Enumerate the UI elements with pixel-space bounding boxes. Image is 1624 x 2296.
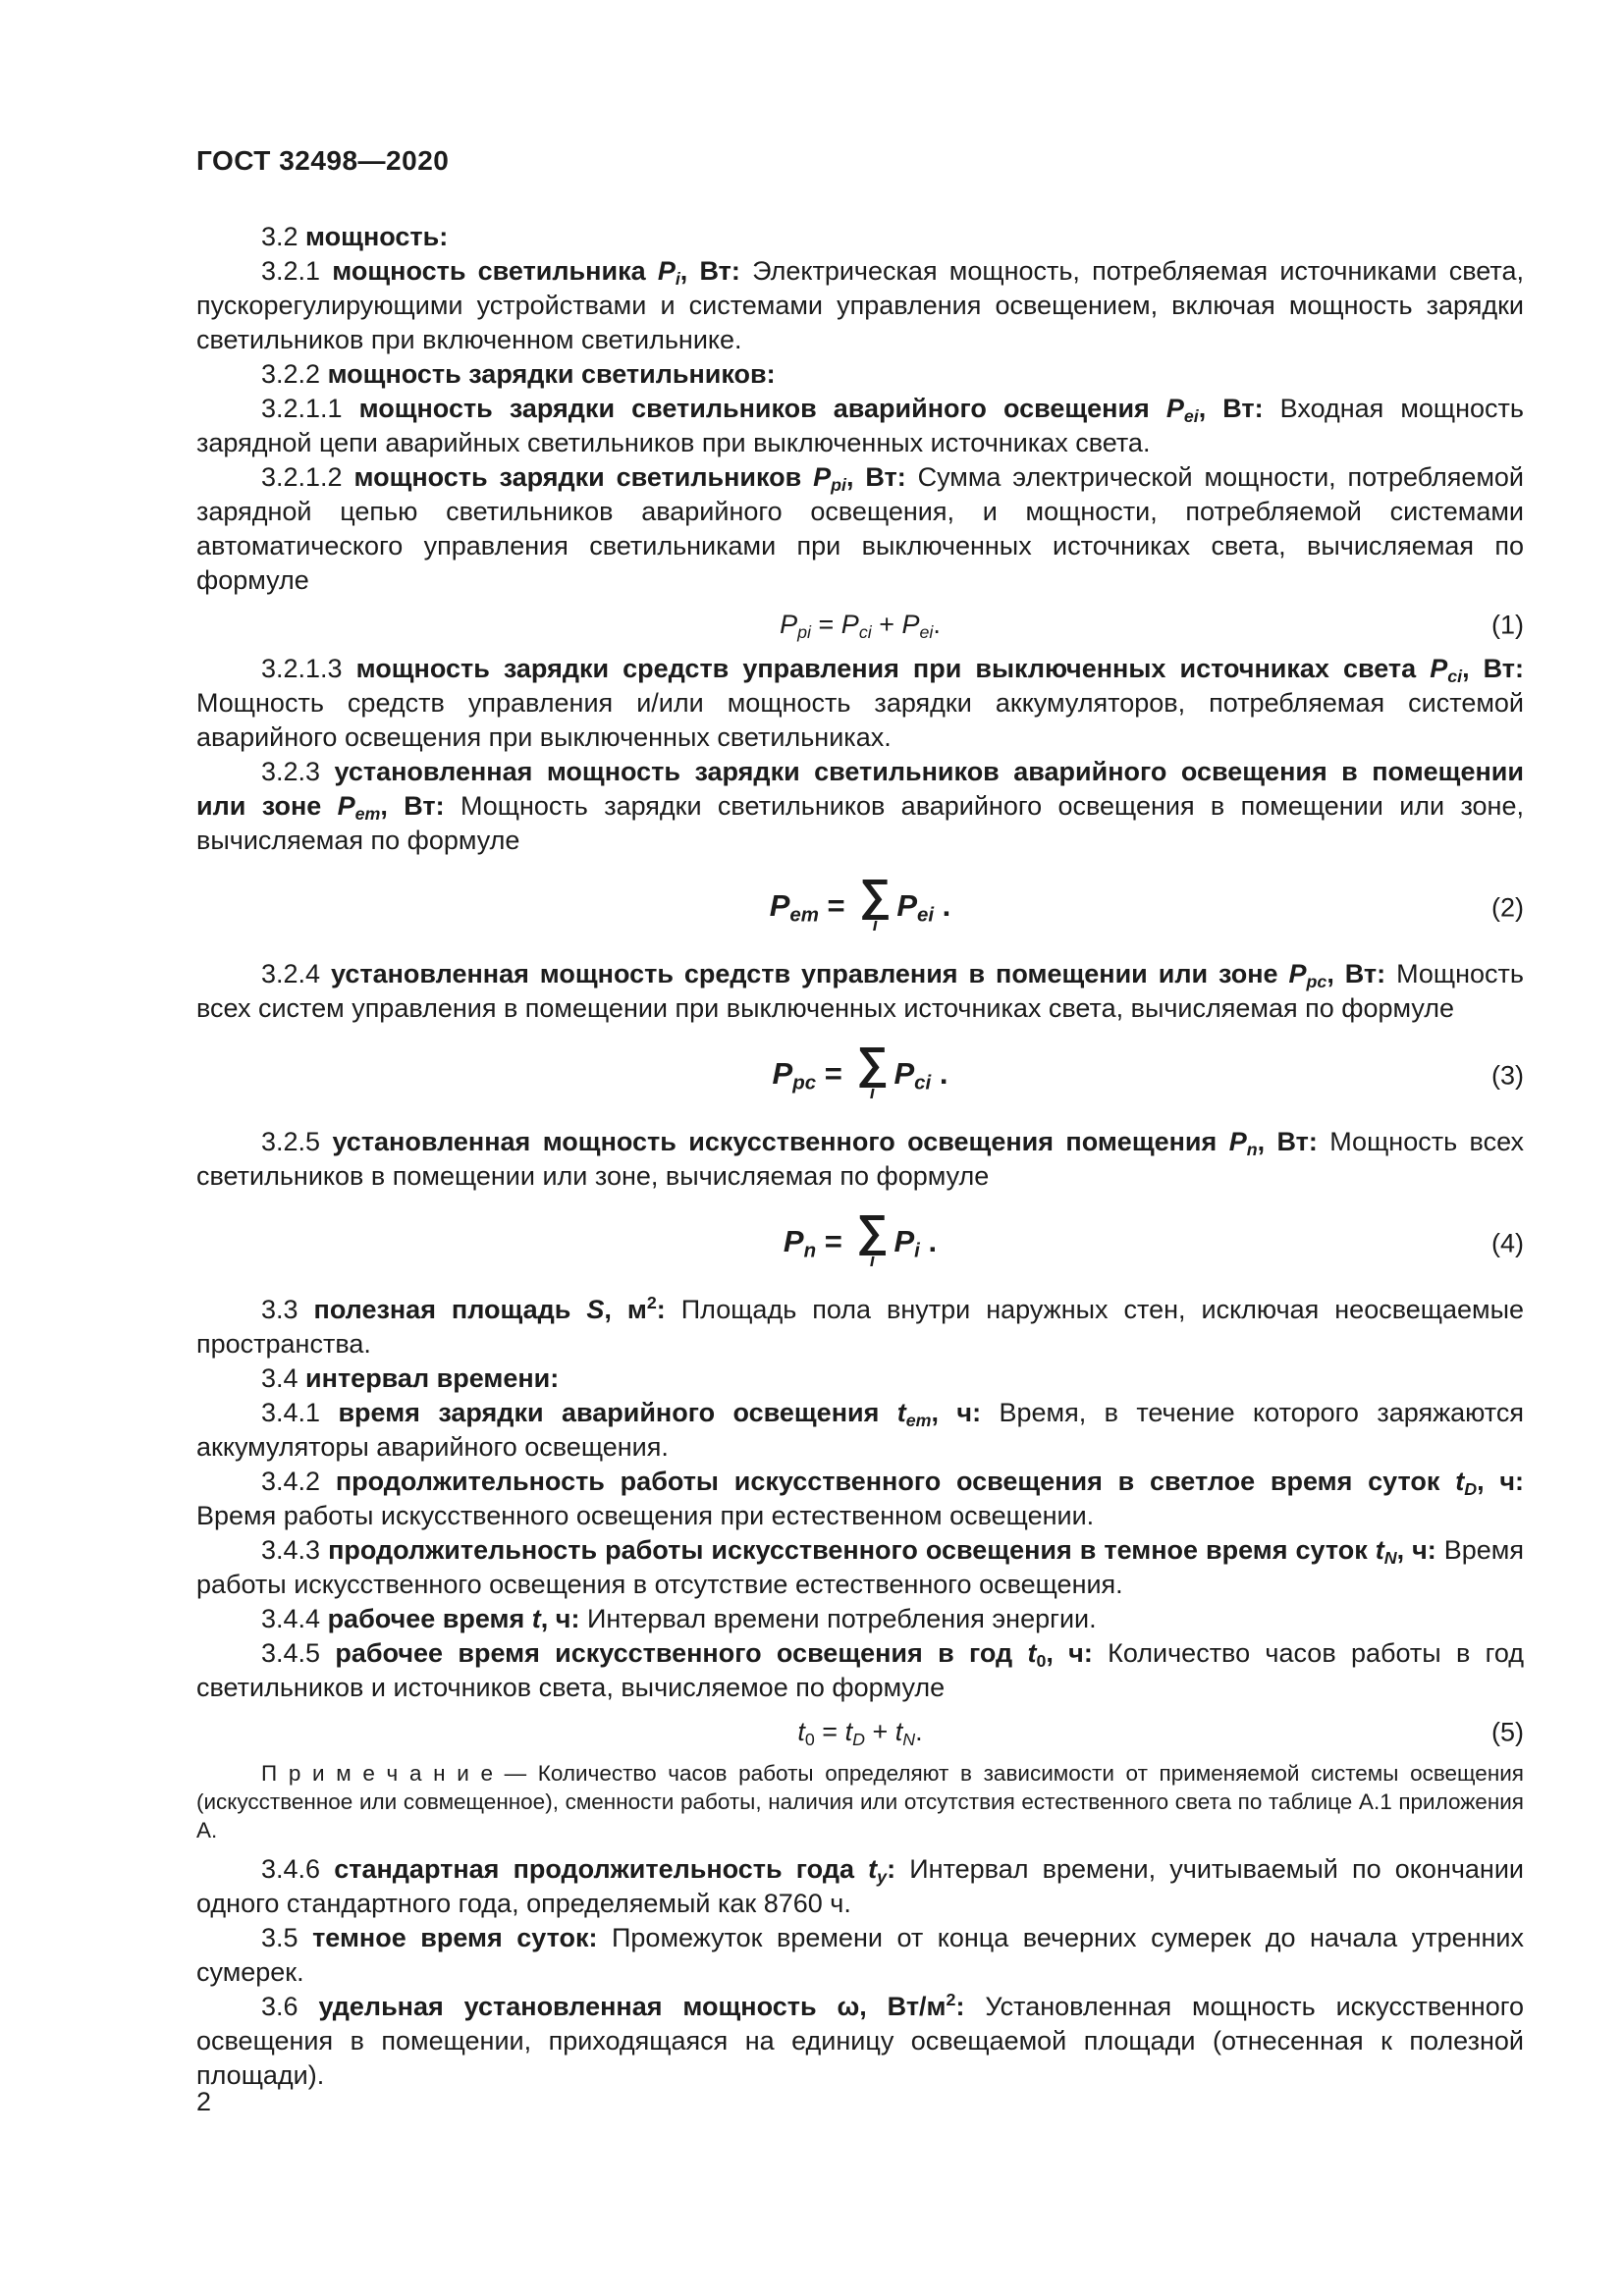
text-run: em — [354, 803, 381, 824]
text-run: D — [1464, 1478, 1478, 1499]
formula-expression — [772, 1038, 948, 1103]
formula-number: (3) — [1491, 1060, 1524, 1090]
text-run: = — [811, 610, 841, 639]
paragraph — [196, 357, 1524, 392]
formula-expression — [783, 1205, 938, 1271]
text-run: Мощность зарядки светильников аварийного освещения в помещении или зоне, вычисляемая по формуле — [196, 791, 1524, 855]
text-run: t — [1027, 1638, 1037, 1668]
paragraph — [196, 1293, 1524, 1362]
text-run: = — [816, 1055, 851, 1091]
formula — [196, 1205, 1524, 1275]
text-run: 3.2.1.1 — [261, 394, 359, 423]
text-run: pc — [1306, 971, 1327, 991]
text-run: , Вт: — [1462, 654, 1524, 683]
text-run: = — [814, 1717, 845, 1746]
summation-sign: ∑ i — [856, 1205, 889, 1271]
text-run: pc — [792, 1071, 817, 1095]
text-run: установленная мощность искусственного освещения помещения — [332, 1127, 1229, 1156]
text-run: Время работы искусственного освещения в отсутствие естественного освещения. — [196, 1535, 1524, 1599]
text-run: продолжительность работы искусственного освещения в светлое время суток — [335, 1467, 1456, 1496]
text-run: P — [813, 462, 832, 492]
text-run: P — [772, 1055, 793, 1091]
text-run: ci — [1447, 666, 1463, 686]
text-run: N — [1383, 1547, 1397, 1568]
text-run: 2 — [646, 1293, 657, 1313]
text-run: pi — [797, 621, 812, 642]
text-run: . — [934, 887, 951, 923]
paragraph — [196, 254, 1524, 357]
text-run: мощность зарядки средств управления при выключенных источниках света — [355, 654, 1431, 683]
text-run: n — [1246, 1139, 1258, 1159]
text-run: 3.2.1 — [261, 256, 333, 286]
text-run: pi — [831, 474, 846, 495]
text-run: Количество часов работы в год светильников и источников света, вычисляемое по формуле — [196, 1638, 1525, 1702]
text-run: 3.4.3 — [261, 1535, 329, 1565]
text-run: em — [905, 1410, 932, 1430]
text-run: стандартная продолжительность года — [334, 1854, 869, 1884]
text-run: t — [896, 1398, 906, 1427]
text-run: P — [1165, 394, 1184, 423]
paragraph — [196, 1533, 1524, 1602]
text-run: ei — [1183, 405, 1199, 426]
text-run: t — [868, 1854, 878, 1884]
text-run: продолжительность работы искусственного освещения в темное время суток — [328, 1535, 1376, 1565]
text-run: , ч: — [1477, 1467, 1525, 1496]
formula — [196, 608, 1524, 642]
paragraph — [196, 1396, 1524, 1465]
text-run: P — [840, 610, 859, 639]
text-run: мощность светильника — [332, 256, 658, 286]
text-run: t — [1375, 1535, 1384, 1565]
text-run: полезная площадь — [313, 1295, 587, 1324]
text-run: t — [894, 1717, 903, 1746]
text-run: + — [871, 610, 902, 639]
text-run: n — [803, 1239, 817, 1262]
text-run: 3.4.2 — [261, 1467, 336, 1496]
text-run: 3.2.1.2 — [261, 462, 354, 492]
text-run: Электрическая мощность, потребляемая источниками света, пускорегулирующими устройствами и системами управления освещением, включая мощность зарядки светильников при включенном светильнике. — [196, 256, 1524, 354]
text-run: P — [783, 1223, 804, 1258]
text-run: установленная мощность средств управления в помещении или зоне — [331, 959, 1289, 988]
text-run: , Вт: — [1198, 394, 1264, 423]
text-run: удельная установленная мощность — [318, 1992, 838, 2021]
formula — [196, 1715, 1524, 1749]
text-run: Мощность всех светильников в помещении или зоне, вычисляемая по формуле — [196, 1127, 1524, 1191]
text-run: П р и м е ч а н и е — Количество часов работы определяют в зависимости от применяемой системы освещения (искусственное или совмещенное), сменности работы, наличия или отсутствия естественного света по таблице А.1 приложения А. — [196, 1761, 1524, 1842]
text-run: P — [657, 256, 676, 286]
paragraph — [196, 1465, 1524, 1533]
text-run: ei — [919, 621, 934, 642]
text-run: рабочее время — [327, 1604, 532, 1633]
text-run: Сумма электрической мощности, потребляемой зарядной цепью светильников аварийного освещения, и мощности, потребляемой системами автоматического управления светильниками при выключенных источниках света, вычисляемая по формуле — [196, 462, 1524, 595]
text-run: , м — [604, 1295, 647, 1324]
text-run: = — [816, 1223, 851, 1258]
text-run: рабочее время искусственного освещения в год — [335, 1638, 1028, 1668]
document-header: ГОСТ 32498—2020 — [196, 145, 450, 176]
text-run: ω — [837, 1992, 860, 2021]
formula-expression — [780, 610, 941, 642]
text-run: мощность: — [305, 222, 449, 251]
paragraph — [196, 652, 1524, 755]
text-run: 0 — [1036, 1650, 1047, 1671]
paragraph — [196, 957, 1524, 1026]
text-run: P — [901, 610, 920, 639]
text-run: 3.5 — [261, 1923, 313, 1952]
text-run: 3.2.5 — [261, 1127, 333, 1156]
text-run: мощность зарядки светильников — [353, 462, 814, 492]
summation-sign: ∑ i — [859, 870, 892, 935]
text-run: 0 — [804, 1729, 815, 1749]
text-run: 3.6 — [261, 1992, 319, 2021]
text-run: t — [531, 1604, 541, 1633]
paragraph — [196, 1852, 1524, 1921]
text-run: . — [933, 610, 941, 639]
text-run: Площадь пола внутри наружных стен, исключая неосвещаемые пространства. — [196, 1295, 1524, 1359]
text-run: P — [896, 887, 918, 923]
paragraph — [196, 1990, 1524, 2093]
paragraph — [196, 1921, 1524, 1990]
paragraph — [196, 1362, 1524, 1396]
text-run: P — [1288, 959, 1307, 988]
text-run: Мощность средств управления и/или мощность зарядки аккумуляторов, потребляемая системой аварийного освещения при выключенных светильниках. — [196, 688, 1524, 752]
text-run: , Вт: — [845, 462, 906, 492]
formula-number: (5) — [1491, 1717, 1524, 1746]
text-run: ei — [917, 903, 935, 927]
text-run: . — [931, 1055, 948, 1091]
text-run: P — [780, 610, 798, 639]
text-run: , ч: — [931, 1398, 982, 1427]
text-run: S — [586, 1295, 605, 1324]
formula-expression — [797, 1717, 923, 1749]
text-run: P — [893, 1055, 915, 1091]
formula-number: (1) — [1491, 610, 1524, 639]
formula-number: (4) — [1491, 1228, 1524, 1257]
text-run: , ч: — [1396, 1535, 1436, 1565]
text-run: 3.4 — [261, 1363, 306, 1393]
text-run: 3.4.4 — [261, 1604, 328, 1633]
text-run: мощность зарядки светильников: — [327, 359, 776, 389]
text-run: Мощность всех систем управления в помещении при выключенных источниках света, вычисляемая по формуле — [196, 959, 1524, 1023]
text-run: 3.2.4 — [261, 959, 331, 988]
text-run: : — [955, 1992, 965, 2021]
text-run: установленная мощность зарядки светильников аварийного освещения в помещении или зоне — [196, 757, 1524, 821]
text-run: . — [919, 1223, 938, 1258]
text-run: Промежуток времени от конца вечерних сумерек до начала утренних сумерек. — [196, 1923, 1524, 1987]
formula-number: (2) — [1491, 892, 1524, 922]
text-run: Входная мощность зарядной цепи аварийных светильников при выключенных источниках света. — [196, 394, 1524, 457]
document-body — [196, 220, 1524, 2093]
text-run: t — [1455, 1467, 1465, 1496]
text-run: , Вт: — [1326, 959, 1386, 988]
text-run: : — [887, 1854, 896, 1884]
text-run: i — [914, 1239, 920, 1262]
paragraph — [196, 392, 1524, 460]
text-run: Установленная мощность искусственного освещения в помещении, приходящаяся на единицу освещаемой площади (отнесенная к полезной площади). — [196, 1992, 1524, 2090]
text-run: время зарядки аварийного освещения — [338, 1398, 897, 1427]
paragraph — [196, 1125, 1524, 1194]
text-run: 3.2.2 — [261, 359, 328, 389]
text-run: i — [675, 268, 680, 289]
text-run: D — [852, 1729, 865, 1749]
formula-expression — [769, 870, 951, 935]
text-run: Интервал времени потребления энергии. — [579, 1604, 1097, 1633]
text-run: мощность зарядки светильников аварийного освещения — [358, 394, 1166, 423]
text-run: , Вт: — [1257, 1127, 1318, 1156]
text-run: , ч: — [1046, 1638, 1093, 1668]
paragraph — [196, 755, 1524, 858]
summation-sign: ∑ i — [856, 1038, 889, 1103]
text-run: 3.2.1.3 — [261, 654, 356, 683]
text-run: 3.2.3 — [261, 757, 335, 786]
text-run: = — [818, 887, 854, 923]
text-run: , ч: — [540, 1604, 580, 1633]
text-run: , Вт/м — [859, 1992, 947, 2021]
text-run: Время работы искусственного освещения при естественном освещении. — [196, 1501, 1095, 1530]
text-run: N — [902, 1729, 916, 1749]
text-run: P — [337, 791, 355, 821]
text-run: : — [656, 1295, 666, 1324]
formula — [196, 870, 1524, 939]
text-run: 3.3 — [261, 1295, 314, 1324]
text-run: t — [844, 1717, 853, 1746]
text-run: Время, в течение которого заряжаются аккумуляторы аварийного освещения. — [196, 1398, 1524, 1462]
text-run: , Вт: — [679, 256, 740, 286]
text-run: 3.4.1 — [261, 1398, 339, 1427]
text-run: ci — [858, 621, 872, 642]
text-run: , Вт: — [380, 791, 445, 821]
paragraph — [196, 1602, 1524, 1636]
text-run: P — [769, 887, 790, 923]
text-run: P — [893, 1223, 915, 1258]
text-run: P — [1430, 654, 1448, 683]
text-run: 3.4.6 — [261, 1854, 335, 1884]
page-number: 2 — [196, 2087, 212, 2116]
formula — [196, 1038, 1524, 1107]
paragraph — [196, 460, 1524, 598]
text-run: 3.4.5 — [261, 1638, 336, 1668]
text-run: y — [877, 1866, 888, 1887]
paragraph — [196, 220, 1524, 254]
text-run: em — [789, 903, 819, 927]
note-paragraph — [196, 1759, 1524, 1844]
text-run: 3.2 — [261, 222, 306, 251]
text-run: + — [864, 1717, 895, 1746]
text-run: . — [915, 1717, 923, 1746]
paragraph — [196, 1636, 1524, 1705]
text-run: Интервал времени, учитываемый по окончании одного стандартного года, определяемый как 8760 ч. — [196, 1854, 1525, 1918]
text-run: P — [1228, 1127, 1247, 1156]
text-run: темное время суток: — [312, 1923, 598, 1952]
text-run: ci — [914, 1071, 932, 1095]
text-run: интервал времени: — [305, 1363, 560, 1393]
text-run: t — [797, 1717, 805, 1746]
text-run: 2 — [946, 1990, 956, 2010]
